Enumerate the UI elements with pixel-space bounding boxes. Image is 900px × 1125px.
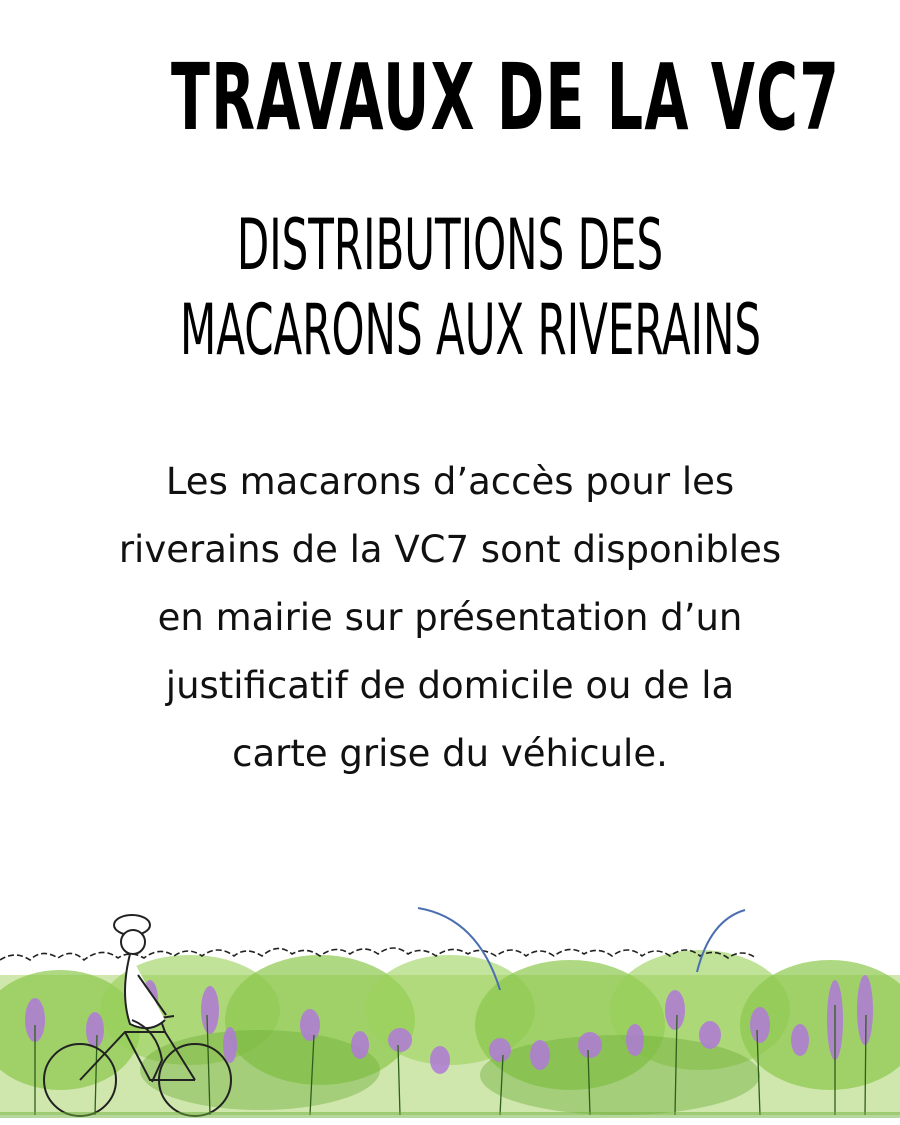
body-line: justificatif de domicile ou de la [165, 664, 735, 707]
page-title: TRAVAUX DE LA VC7 [171, 44, 841, 151]
body-line: carte grise du véhicule. [232, 732, 668, 775]
subtitle-line-2: MACARONS AUX RIVERAINS [180, 289, 762, 371]
body-line: Les macarons d’accès pour les [165, 460, 735, 503]
body-line: riverains de la VC7 sont disponibles [118, 528, 782, 571]
body-paragraph [40, 448, 860, 788]
body-line: en mairie sur présentation d’un [157, 596, 743, 639]
hedge-outline [0, 948, 756, 960]
subtitle-line-1: DISTRIBUTIONS DES [236, 204, 664, 286]
cyclist-hedge-illustration [0, 880, 900, 1125]
